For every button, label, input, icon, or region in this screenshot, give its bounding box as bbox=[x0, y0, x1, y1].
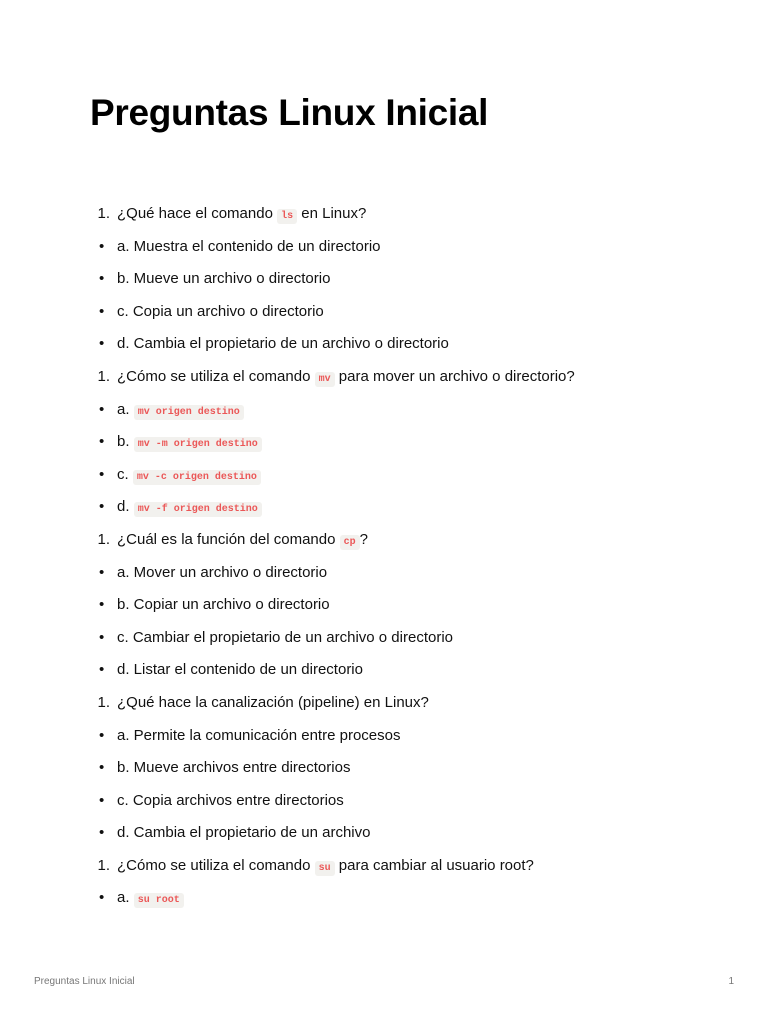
inline-code: ls bbox=[277, 209, 297, 224]
option-item bbox=[0, 591, 768, 624]
question-item bbox=[0, 526, 768, 559]
option-item bbox=[0, 330, 768, 363]
bullet-icon: • bbox=[99, 791, 105, 809]
option-text: d. Listar el contenido de un directorio bbox=[117, 661, 363, 679]
inline-code: cp bbox=[340, 535, 360, 550]
bullet-icon: • bbox=[99, 726, 105, 744]
inline-code: mv bbox=[315, 372, 335, 387]
option-item bbox=[0, 656, 768, 689]
question-text: ¿Qué hace el comando bbox=[117, 205, 278, 222]
question-item bbox=[0, 200, 768, 233]
bullet-icon: • bbox=[99, 465, 105, 483]
bullet-icon: • bbox=[99, 889, 105, 907]
bullet-icon: • bbox=[99, 759, 105, 777]
option-item bbox=[0, 884, 768, 917]
page-number: 1 bbox=[728, 976, 734, 987]
option-item bbox=[0, 624, 768, 657]
bullet-icon: • bbox=[99, 628, 105, 646]
footer-title: Preguntas Linux Inicial bbox=[34, 976, 135, 987]
question-text: ¿Cómo se utiliza el comando bbox=[117, 367, 315, 385]
question-list bbox=[0, 200, 768, 917]
option-code: mv -c origen destino bbox=[133, 470, 261, 485]
option-text: a. Permite la comunicación entre procesos bbox=[117, 726, 401, 744]
option-item bbox=[0, 559, 768, 592]
option-item bbox=[0, 754, 768, 787]
option-text: a. Muestra el contenido de un directorio bbox=[117, 237, 381, 255]
option-item bbox=[0, 493, 768, 526]
list-number: 1. bbox=[97, 367, 110, 385]
question-item bbox=[0, 689, 768, 722]
option-item bbox=[0, 722, 768, 755]
option-text: c. Copia archivos entre directorios bbox=[117, 791, 344, 809]
question-text: para cambiar al usuario root? bbox=[334, 856, 534, 874]
bullet-icon: • bbox=[99, 237, 105, 255]
option-item bbox=[0, 819, 768, 852]
option-code: mv origen destino bbox=[134, 405, 244, 420]
bullet-icon: • bbox=[99, 433, 105, 451]
bullet-icon: • bbox=[99, 335, 105, 353]
option-text: a. Mover un archivo o directorio bbox=[117, 563, 328, 581]
bullet-icon: • bbox=[99, 661, 105, 679]
bullet-icon: • bbox=[99, 270, 105, 288]
option-item bbox=[0, 428, 768, 461]
option-text: c. Copia un archivo o directorio bbox=[117, 302, 324, 320]
option-code: mv -m origen destino bbox=[134, 437, 262, 452]
option-text: b. Mueve archivos entre directorios bbox=[117, 759, 351, 777]
bullet-icon: • bbox=[99, 400, 105, 418]
option-text: c. bbox=[117, 465, 133, 483]
option-text: b. bbox=[117, 433, 134, 451]
option-item bbox=[0, 396, 768, 429]
bullet-icon: • bbox=[99, 302, 105, 320]
option-item bbox=[0, 461, 768, 494]
list-number: 1. bbox=[97, 693, 110, 711]
option-text: d. Cambia el propietario de un archivo o directorio bbox=[117, 335, 449, 353]
question-text: para mover un archivo o directorio? bbox=[334, 367, 575, 385]
option-text: b. Mueve un archivo o directorio bbox=[117, 270, 331, 288]
bullet-icon: • bbox=[99, 824, 105, 842]
option-text: b. Copiar un archivo o directorio bbox=[117, 596, 330, 614]
option-item bbox=[0, 265, 768, 298]
bullet-icon: • bbox=[99, 596, 105, 614]
option-code: su root bbox=[134, 893, 184, 908]
option-text: c. Cambiar el propietario de un archivo o directorio bbox=[117, 628, 453, 646]
option-text: a. bbox=[117, 400, 134, 418]
question-item bbox=[0, 852, 768, 885]
page-title: Preguntas Linux Inicial bbox=[90, 92, 489, 133]
option-text: d. bbox=[117, 498, 134, 516]
bullet-icon: • bbox=[99, 563, 105, 581]
option-item bbox=[0, 233, 768, 266]
list-number: 1. bbox=[97, 856, 110, 874]
inline-code: su bbox=[315, 861, 335, 876]
option-item bbox=[0, 787, 768, 820]
question-item bbox=[0, 363, 768, 396]
question-text: ? bbox=[359, 530, 368, 548]
question-text: ¿Qué hace la canalización (pipeline) en Linux? bbox=[117, 693, 429, 711]
option-item bbox=[0, 298, 768, 331]
option-text: a. bbox=[117, 889, 134, 907]
question-text: ¿Cuál es la función del comando bbox=[117, 530, 340, 548]
list-number: 1. bbox=[97, 530, 110, 548]
question-text: en Linux? bbox=[297, 205, 367, 222]
option-code: mv -f origen destino bbox=[134, 502, 262, 517]
option-text: d. Cambia el propietario de un archivo bbox=[117, 824, 371, 842]
bullet-icon: • bbox=[99, 498, 105, 516]
list-number: 1. bbox=[97, 205, 110, 222]
question-text: ¿Cómo se utiliza el comando bbox=[117, 856, 315, 874]
